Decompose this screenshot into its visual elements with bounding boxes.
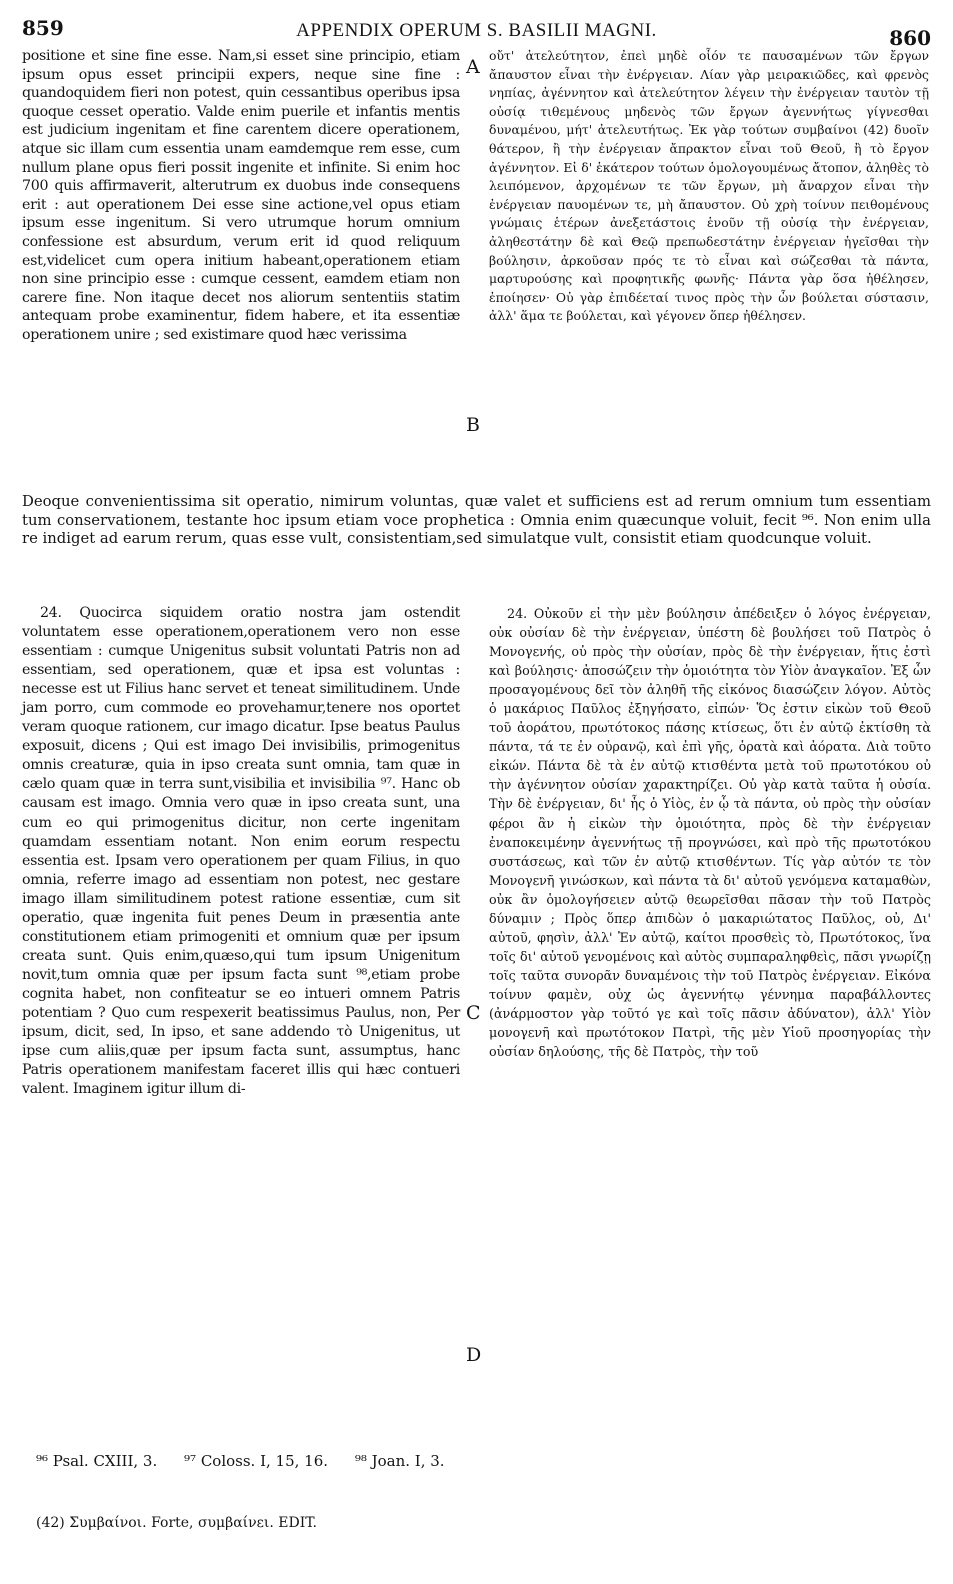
greek-column-top (489, 47, 929, 326)
running-title: APPENDIX OPERUM S. BASILII MAGNI. (296, 20, 657, 41)
footnotes (36, 1452, 467, 1470)
footnote-98: ⁹⁸ Joan. I, 3. (354, 1452, 445, 1470)
latin-paragraph-top: positione et sine fine esse. Nam,si esset sine principio, etiam ipsum opus esset principii expers, neque sine fine : quandoquidem fieri non potest, quin cessantibus operibus ipsa quoque cesset operatio. Valde enim puerile et infantis mentis est judicium ingenitam et fine carentem dicere operationem, atque sic illam cum essentia unam eamdemque rem esse, cum nullum plane opus fieri possit ingenite et infinite. Si enim hoc 700 quis affirmaverit, alterutrum ex duobus inde consequens erit : aut operationem Dei esse sine actione,vel opus etiam ipsum esse ingenitum. Si vero utrumque horum omnium confessione est absurdum, verum erit id quod reliquum est,videlicet cum opera initium habeant,operationem etiam non sine principio esse : cumque cessent, eamdem etiam non carere fine. Non itaque decet nos aliorum sententiis statim antequam probe examinentur, fidem habere, et ita essentiæ operationem unire ; sed existimare quod hæc verissima (22, 48, 460, 343)
greek-column-bottom (489, 604, 931, 1061)
latin-paragraph-24: 24. Quocirca siquidem oratio nostra jam ostendit voluntatem esse operationem,operationem vero non esse essentiam : cumque Unigenitus subsit voluntati Patris non ad essentiam, sed operationem, quæ et ipsa est voluntas : necesse est ut Filius hanc servet et teneat similitudinem. Unde jam porro, cum commode eo provehamur,tenere nos oportet veram quoque rationem, cur imago dicatur. Ipse beatus Paulus exposuit, dicens ; Qui est imago Dei invisibilis, primogenitus omnis creaturæ, quia in ipso creata sunt omnia, tam quæ in cælo quam quæ in terra sunt,visibilia et invisibilia ⁹⁷. Hanc ob causam est imago. Omnia vero quæ in ipso creata sunt, una cum eo qui primogenitus dicitur, non certe ingenitam quamdam essentiam notant. Non enim eorum respectu essentia est. Ipsam vero operationem per quam Filius, in quo omnia, referre imago ad essentiam non potest, nec gestare imago illam similitudinem potest ratione essentiæ, cum sit operatio, quæ ingenita fuit penes Deum in præsentia ante constitutionem etiam primogeniti et omnium quæ per ipsum creata sunt. Quis enim,quæso,qui tum ipsum Unigenitum novit,tum omnia quæ per ipsum facta sunt ⁹⁸,etiam probe cognita habet, non confiteatur se eo intueri omnem Patris potentiam ? Quo cum respexerit beatissimus Paulus, non, Per ipsum, dicit, sed, In ipso, et sane addendo τὸ Unigenitus, ut ipse cum aliis,quæ per ipsum facta sunt, assumptus, hanc Patris operationem manifestam faceret illis qui hæc contueri valent. Imaginem igitur illum di- (22, 605, 460, 1098)
latin-column-top (22, 47, 460, 345)
editor-note: (42) Συμβαίνοι. Forte, συμβαίνει. EDIT. (36, 1515, 318, 1531)
section-marker-d: D (466, 1344, 482, 1366)
footnote-97: ⁹⁷ Coloss. I, 15, 16. (184, 1452, 329, 1470)
latin-paragraph-continuation: Deoque convenientissima sit operatio, nimirum voluntas, quæ valet et sufficiens est ad rerum omnium tum essentiam tum conservationem, testante hoc ipsum etiam voce prophetica : Omnia enim quæcunque voluit, fecit ⁹⁶. Non enim ulla re indiget ad earum rerum, quas esse vult, consistentiam,sed simulatque vult, consistit etiam quodcunque voluit. (22, 493, 931, 547)
page-number-left: 859 (22, 16, 64, 40)
footnote-96: ⁹⁶ Psal. CXIII, 3. (36, 1452, 158, 1470)
section-marker-a: A (466, 56, 480, 78)
greek-paragraph-24: 24. Οὐκοῦν εἰ τὴν μὲν βούλησιν ἀπέδειξεν ὁ λόγος ἐνέργειαν, οὐκ οὐσίαν δὲ τὴν ἐνέργειαν, ὑπέστη δὲ βουλήσει τοῦ Πατρὸς ὁ Μονογενής, οὐ πρὸς τὴν οὐσίαν, πρὸς δὲ τὴν ἐνέργειαν, ἥτις ἐστὶ καὶ βούλησις· ἀποσώζειν τὴν ὁμοιότητα τὸν Υἱὸν ἀναγκαῖον. Ἐξ ὧν προσαγομένους δεῖ τὸν ἀληθῆ τῆς εἰκόνος διασώζειν λόγον. Αὐτὸς ὁ μακάριος Παῦλος ἐξηγήσατο, εἰπών· Ὅς ἐστιν εἰκὼν τοῦ Θεοῦ τοῦ ἀοράτου, πρωτότοκος πάσης κτίσεως, ὅτι ἐν αὐτῷ ἐκτίσθη τὰ πάντα, τά τε ἐν οὐρανῷ, καὶ ἐπὶ γῆς, ὁρατὰ καὶ ἀόρατα. Διὰ τοῦτο εἰκών. Πάντα δὲ τὰ ἐν αὐτῷ κτισθέντα μετὰ τοῦ πρωτοτόκου οὐ τὴν ἀγέννητον οὐσίαν χαρακτηρίζει. Οὐ γὰρ κατὰ ταῦτα ἡ οὐσία. Τὴν δὲ ἐνέργειαν, δι' ἧς ὁ Υἱὸς, ἐν ᾧ τὰ πάντα, οὐ πρὸς τὴν οὐσίαν φέροι ἂν ἡ εἰκὼν τὴν ὁμοιότητα, πρὸς δὲ τὴν ἐνέργειαν ἐναποκειμένην ἀγεννήτως τῇ προγνώσει, καὶ πρὸ τῆς πρωτοτόκου συστάσεως, καὶ τῶν ἐν αὐτῷ κτισθέντων. Τίς γὰρ αὐτόν τε τὸν Μονογενῆ γινώσκων, καὶ πάντα τὰ δι' αὐτοῦ γενόμενα καταμαθὼν, οὐκ ἂν ὁμολογήσειεν αὐτῷ θεωρεῖσθαι πᾶσαν τὴν τοῦ Πατρὸς δύναμιν ; Πρὸς ὅπερ ἀπιδὼν ὁ μακαριώτατος Παῦλος, οὐ, Δι' αὐτοῦ, φησὶν, ἀλλ' Ἐν αὐτῷ, καίτοι προσθεὶς τὸ, Πρωτότοκος, ἵνα τοῖς δι' αὐτοῦ γενομένοις καὶ αὐτὸς συμπαραληφθεὶς, πᾶσι γνωρίζῃ τοῖς ταῦτα συνορᾶν δυναμένοις τὴν τοῦ Πατρὸς ἐνέργειαν. Εἰκόνα τοίνυν φαμὲν, οὐχ ὡς ἀγεννήτῳ γέννημα παραβάλλοντες (ἀνάρμοστον γὰρ τοῦτό γε καὶ τοῖς πᾶσιν ἀδύνατον), ἀλλ' Υἱὸν μονογενῆ καὶ πρωτότοκον Πατρὶ, τῆς μὲν Υἱοῦ προσηγορίας τὴν οὐσίαν δηλούσης, τῆς δὲ Πατρὸς, τὴν τοῦ (489, 606, 931, 1060)
page-header (0, 12, 953, 50)
full-width-paragraph (22, 493, 931, 549)
greek-paragraph-top: οὔτ' ἀτελεύτητον, ἐπεὶ μηδὲ οἷόν τε παυσαμένων τῶν ἔργων ἄπαυστον εἶναι τὴν ἐνέργειαν. Λίαν γὰρ μειρακιῶδες, καὶ φρενὸς νηπίας, ἀγέννητον καὶ ἀτελεύτητον λέγειν τὴν ἐνέργειαν ταυτὸν τῇ οὐσίᾳ τιθεμένους μηδενὸς τῶν ἔργων ἀγεννήτως γίγνεσθαι δυναμένου, μήτ' ἀτελευτήτως. Ἐκ γὰρ τούτων συμβαίνοι (42) δυοῖν θάτερον, ἢ τὴν ἐνέργειαν ἄπρακτον εἶναι τοῦ Θεοῦ, ἢ τὸ ἔργον ἀγέννητον. Εἰ δ' ἑκάτερον τούτων ὁμολογουμένως ἄτοπον, ἀληθὲς τὸ λειπόμενον, ἀρχομένων τε τῶν ἔργων, μὴ ἄναρχον εἶναι τὴν ἐνέργειαν παυομένων τε, μὴ ἄπαυστον. Οὐ χρὴ τοίνυν πειθομένους γνώμαις ἑτέρων ἀνεξετάστοις ἑνοῦν τῇ οὐσίᾳ τὴν ἐνέργειαν, ἀληθεστάτην δὲ καὶ Θεῷ πρεπωδεστάτην ἐνέργειαν ἡγεῖσθαι τὴν βούλησιν, ἀρκοῦσαν πρός τε τὸ εἶναι καὶ σώζεσθαι τὰ πάντα, μαρτυρούσης καὶ προφητικῆς φωνῆς· Πάντα γὰρ ὅσα ἠθέλησεν, ἐποίησεν· Οὐ γὰρ ἐπιδέεταί τινος πρὸς τὴν ὧν βούλεται σύστασιν, ἀλλ' ἅμα τε βούλεται, καὶ γέγονεν ὅπερ ἠθέλησεν. (489, 48, 929, 324)
section-marker-c: C (466, 1002, 481, 1024)
page-number-right: 860 (889, 26, 931, 50)
latin-column-bottom (22, 604, 460, 1099)
section-marker-b: B (466, 414, 480, 436)
